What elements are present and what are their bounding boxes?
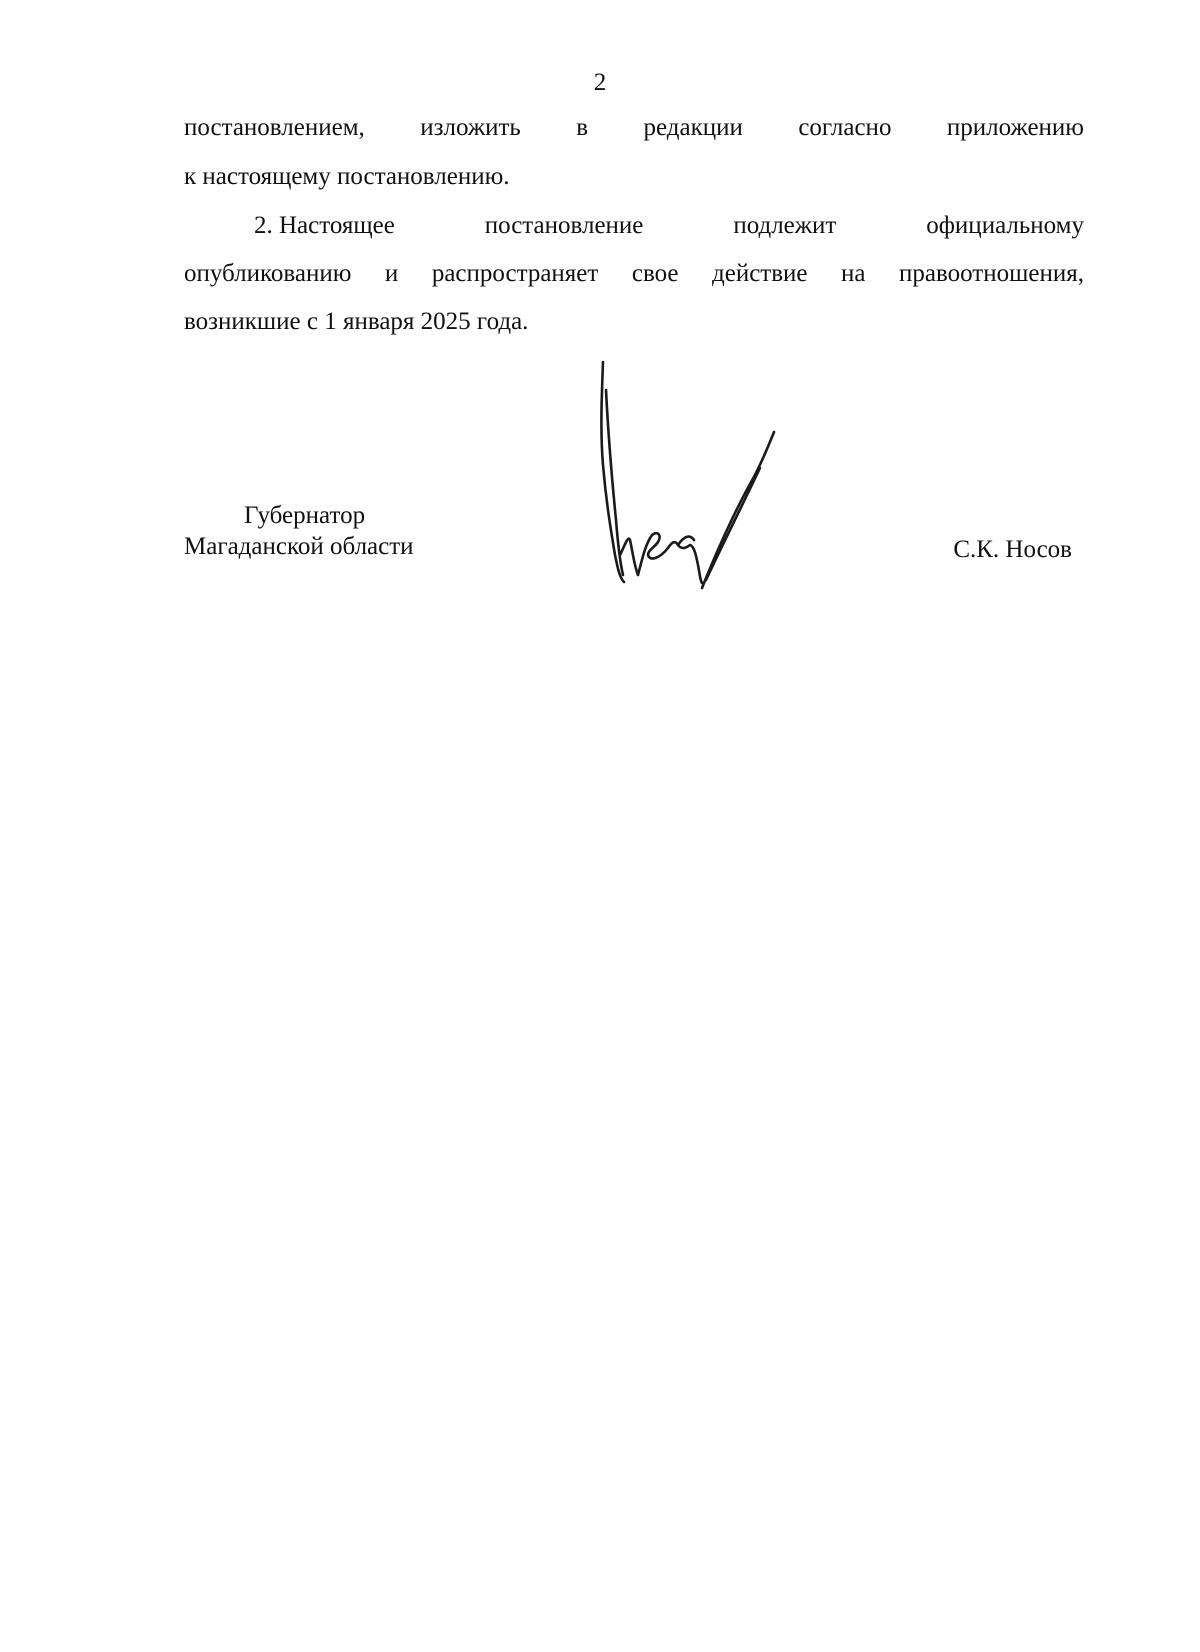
signatory-title-line1: Губернатор: [244, 502, 366, 529]
paragraph2-line2: [184, 259, 1084, 289]
word: в: [576, 114, 589, 141]
word: редакции: [643, 114, 743, 141]
word: приложению: [946, 114, 1084, 141]
word: постановлением,: [184, 114, 365, 141]
word: распространяет: [431, 260, 599, 287]
word: действие: [712, 260, 808, 287]
word: и: [384, 260, 399, 287]
word: правоотношения,: [899, 260, 1084, 287]
paragraph1-line2: к настоящему постановлению.: [184, 163, 510, 190]
paragraph2-line3: возникшие с 1 января 2025 года.: [184, 308, 529, 335]
word: постановление: [484, 212, 644, 239]
signatory-title-line2: Магаданской области: [184, 533, 414, 560]
signatory-title: [184, 500, 464, 562]
word: официальному: [926, 212, 1084, 239]
word: изложить: [420, 114, 521, 141]
word: согласно: [798, 114, 892, 141]
word: свое: [631, 260, 679, 287]
word: подлежит: [733, 212, 837, 239]
word: 2. Настоящее: [254, 212, 395, 239]
word: на: [841, 260, 866, 287]
page-number: 2: [593, 69, 607, 96]
paragraph2-line1: [184, 211, 1084, 241]
handwritten-signature: [590, 350, 820, 610]
paragraph1-line1: [184, 113, 1084, 143]
signatory-name: С.К. Носов: [953, 536, 1072, 563]
word: опубликованию: [184, 260, 352, 287]
